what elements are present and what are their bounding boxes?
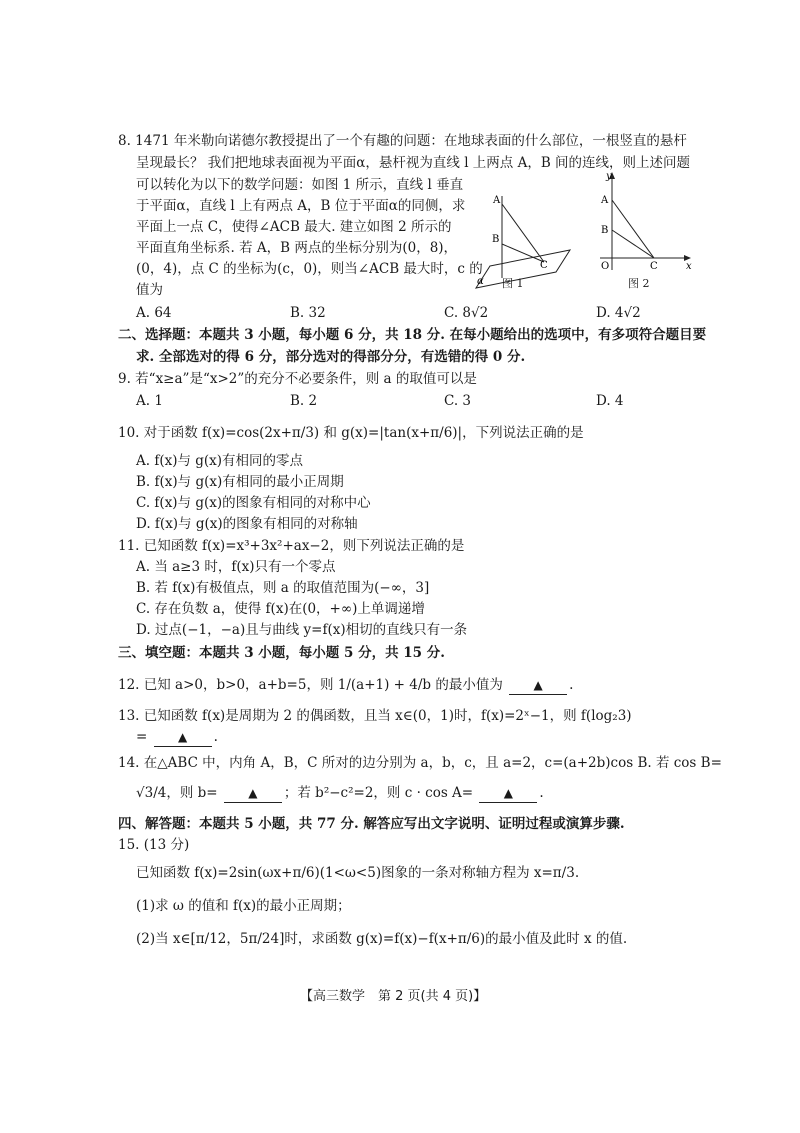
section-2-heading: 二、选择题：本题共 3 小题，每小题 6 分，共 18 分. 在每小题给出的选项中，有多项符合题目要 [118, 327, 707, 343]
q13-line2 [136, 728, 218, 747]
figure-2 [596, 170, 696, 274]
section-2-heading-cont: 求. 全部选对的得 6 分，部分选对的得部分分，有选错的得 0 分. [136, 349, 526, 365]
fig1-caption: 图 1 [502, 277, 524, 290]
fig2-label-A: A [601, 195, 609, 206]
figure-1 [468, 190, 584, 290]
q11-option-a: A. 当 a≥3 时，f(x)只有一个零点 [136, 559, 336, 575]
fig1-label-alpha: α [477, 276, 484, 287]
q8-line4: 于平面α，直线 l 上有两点 A，B 位于平面α的同侧，求 [136, 198, 466, 214]
page-footer: 【高三数学 第 2 页(共 4 页)】 [300, 989, 487, 1004]
q10-stem: 10. 对于函数 f(x)=cos(2x+π/3) 和 g(x)=|tan(x+π/6)|，下列说法正确的是 [118, 425, 584, 441]
q11-option-d: D. 过点(−1，−a)且与曲线 y=f(x)相切的直线只有一条 [136, 622, 468, 638]
q14-mid1: ，则 b= [166, 785, 218, 801]
section-4-heading: 四、解答题：本题共 5 小题，共 77 分. 解答应写出文字说明、证明过程或演算步骤. [118, 816, 625, 832]
q13-line1: 13. 已知函数 f(x)是周期为 2 的偶函数，且当 x∈(0，1)时，f(x)=2ˣ−1，则 f(log₂3) [118, 708, 632, 724]
fig2-label-B: B [601, 225, 609, 236]
q9-option-b: B. 2 [290, 393, 318, 409]
q12-answer-blank[interactable]: ▲ [509, 676, 567, 695]
q15-line1: 已知函数 f(x)=2sin(ωx+π/6)(1<ω<5)图象的一条对称轴方程为 x=π/3. [136, 865, 580, 881]
q9-stem: 9. 若“x≥a”是“x>2”的充分不必要条件，则 a 的取值可以是 [118, 371, 477, 387]
fig2-label-C: C [650, 261, 658, 272]
fig2-caption: 图 2 [628, 277, 650, 290]
q14-answer-blank-1[interactable]: ▲ [224, 784, 282, 803]
q8-line8: 值为 [136, 282, 163, 298]
q8-option-d: D. 4√2 [596, 305, 641, 321]
q10-option-b: B. f(x)与 g(x)有相同的最小正周期 [136, 474, 344, 490]
q15-head: 15. (13 分) [118, 837, 190, 853]
q11-stem: 11. 已知函数 f(x)=x³+3x²+ax−2，则下列说法正确的是 [118, 538, 465, 554]
q8-option-a: A. 64 [136, 305, 172, 321]
q15-part2: (2)当 x∈[π/12，5π/24]时，求函数 g(x)=f(x)−f(x+π/6)的最小值及此时 x 的值. [136, 931, 628, 947]
q11-option-c: C. 存在负数 a，使得 f(x)在(0，+∞)上单调递增 [136, 601, 425, 617]
q14-line1: 14. 在△ABC 中，内角 A，B，C 所对的边分别为 a，b，c，且 a=2，c=(a+2b)cos B. 若 cos B= [118, 755, 722, 771]
q12-end: . [569, 677, 574, 693]
q14-end: . [539, 785, 544, 801]
fig2-label-x: x [686, 261, 692, 272]
q8-line2: 呈现最长？ 我们把地球表面视为平面α，悬杆视为直线 l 上两点 A，B 间的连线，则上述问题 [136, 155, 691, 171]
q14-frac: √3/4 [136, 785, 167, 801]
q9-option-a: A. 1 [136, 393, 163, 409]
q8-line5: 平面上一点 C，使得∠ACB 最大. 建立如图 2 所示的 [136, 219, 452, 235]
fig1-label-C: C [540, 260, 548, 271]
q8-line3: 可以转化为以下的数学问题：如图 1 所示，直线 l 垂直 [136, 177, 464, 193]
q12-frac: 1/(a+1) + 4/b [337, 677, 432, 693]
q15-part1: (1)求 ω 的值和 f(x)的最小正周期； [136, 898, 351, 914]
q14-mid2: ；若 b²−c²=2，则 c · cos A= [283, 785, 474, 801]
fig2-label-y: y [606, 171, 612, 182]
q8-option-c: C. 8√2 [444, 305, 489, 321]
section-3-heading: 三、填空题：本题共 3 小题，每小题 5 分，共 15 分. [118, 645, 445, 661]
q12-post: 的最小值为 [435, 677, 503, 693]
q10-option-c: C. f(x)与 g(x)的图象有相同的对称中心 [136, 495, 371, 511]
q13-end: . [213, 729, 218, 745]
fig1-label-A: A [493, 195, 501, 206]
segment-AC-2 [612, 200, 654, 258]
q12 [118, 676, 573, 695]
segment-BC-2 [612, 230, 654, 258]
q11-option-b: B. 若 f(x)有极值点，则 a 的取值范围为(−∞，3] [136, 580, 430, 596]
q8-line6: 平面直角坐标系. 若 A，B 两点的坐标分别为(0，8)， [136, 240, 458, 256]
q8-option-b: B. 32 [290, 305, 326, 321]
q14-line2 [136, 784, 544, 803]
fig2-label-O: O [601, 261, 610, 272]
q9-option-c: C. 3 [444, 393, 472, 409]
q10-option-a: A. f(x)与 g(x)有相同的零点 [136, 453, 304, 469]
q12-pre: 12. 已知 a>0，b>0，a+b=5，则 [118, 677, 334, 693]
q8-line7: (0，4)，点 C 的坐标为(c，0)，则当∠ACB 最大时，c 的 [136, 261, 483, 277]
q8-line1: 8. 1471 年米勒向诺德尔教授提出了一个有趣的问题：在地球表面的什么部位，一根竖直的悬杆 [118, 133, 687, 149]
q13-eq: = [136, 729, 148, 745]
q9-option-d: D. 4 [596, 393, 624, 409]
q13-answer-blank[interactable]: ▲ [154, 728, 212, 747]
q14-answer-blank-2[interactable]: ▲ [479, 784, 537, 803]
fig1-label-B: B [492, 234, 500, 245]
q10-option-d: D. f(x)与 g(x)的图象有相同的对称轴 [136, 516, 358, 532]
